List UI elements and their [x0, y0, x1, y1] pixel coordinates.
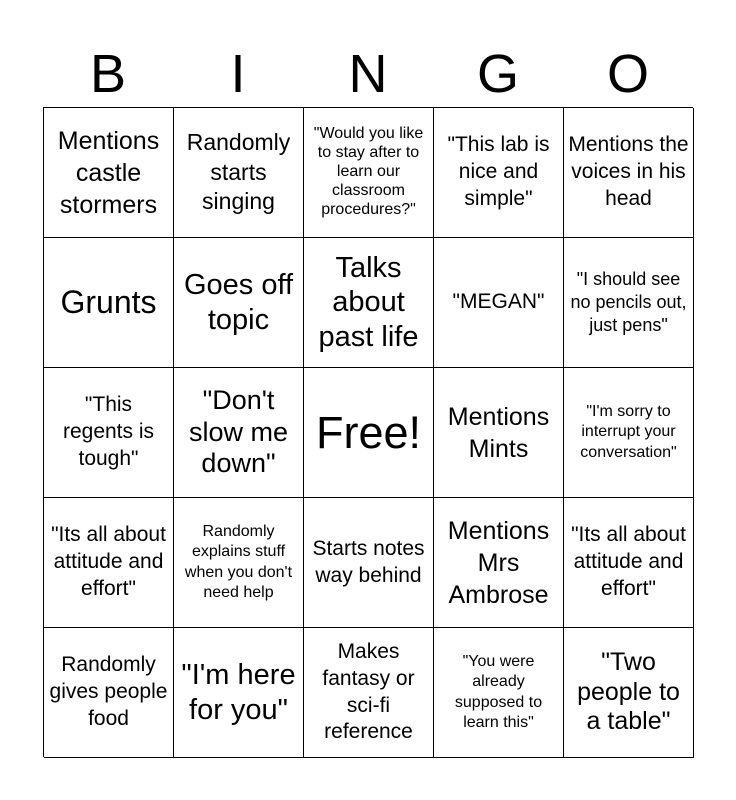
- cell-text: Mentions the voices in his head: [568, 133, 689, 210]
- cell-text: "This regents is tough": [62, 393, 155, 470]
- bingo-board: [43, 107, 693, 757]
- bingo-cell-r3-c5[interactable]: [564, 368, 694, 498]
- cell-text: Grunts: [60, 283, 157, 320]
- bingo-cell-r4-c1[interactable]: [44, 498, 174, 628]
- bingo-cell-r5-c1[interactable]: [44, 628, 174, 758]
- bingo-cell-r5-c4[interactable]: [434, 628, 564, 758]
- header-letter-i: I: [230, 44, 246, 104]
- bingo-cell-r2-c3[interactable]: [304, 238, 434, 368]
- header-letter-o: O: [606, 44, 649, 104]
- cell-text: Mentions castle stormers: [57, 126, 160, 219]
- cell-text: Mentions Mrs Ambrose: [447, 516, 550, 609]
- cell-text: "Don't slow me down": [188, 384, 289, 479]
- bingo-cell-r3-c2[interactable]: [174, 368, 304, 498]
- bingo-cell-r1-c1[interactable]: [44, 108, 174, 238]
- cell-text: "MEGAN": [452, 290, 545, 314]
- bingo-cell-r3-c4[interactable]: [434, 368, 564, 498]
- bingo-cell-r2-c5[interactable]: [564, 238, 694, 368]
- bingo-header: [43, 44, 693, 104]
- bingo-cell-r5-c2[interactable]: [174, 628, 304, 758]
- bingo-cell-free[interactable]: [304, 368, 434, 498]
- cell-text: "I'm sorry to interrupt your conversation": [580, 402, 677, 461]
- header-letter-b: B: [89, 44, 127, 104]
- cell-text: Makes fantasy or sci-fi reference: [322, 639, 415, 744]
- header-letter-n: N: [348, 44, 388, 104]
- bingo-cell-r4-c5[interactable]: [564, 498, 694, 628]
- cell-text: Talks about past life: [318, 252, 419, 353]
- free-space-text: Free!: [315, 406, 422, 458]
- cell-text: "I should see no pencils out, just pens": [570, 268, 687, 336]
- bingo-cell-r4-c4[interactable]: [434, 498, 564, 628]
- bingo-cell-r2-c4[interactable]: [434, 238, 564, 368]
- bingo-cell-r1-c5[interactable]: [564, 108, 694, 238]
- cell-text: Goes off topic: [183, 269, 294, 336]
- bingo-cell-r1-c3[interactable]: [304, 108, 434, 238]
- bingo-cell-r4-c3[interactable]: [304, 498, 434, 628]
- cell-text: Randomly gives people food: [49, 653, 168, 730]
- cell-text: "Two people to a table": [577, 648, 680, 736]
- cell-text: Mentions Mints: [447, 402, 550, 463]
- cell-text: "I'm here for you": [181, 659, 296, 726]
- bingo-cell-r1-c4[interactable]: [434, 108, 564, 238]
- bingo-cell-r2-c1[interactable]: [44, 238, 174, 368]
- cell-text: Randomly explains stuff when you don't need help: [184, 522, 293, 601]
- cell-text: Randomly starts singing: [186, 129, 291, 215]
- bingo-cell-r5-c3[interactable]: [304, 628, 434, 758]
- bingo-cell-r4-c2[interactable]: [174, 498, 304, 628]
- cell-text: "You were already supposed to learn this": [454, 652, 543, 731]
- bingo-cell-r1-c2[interactable]: [174, 108, 304, 238]
- bingo-cell-r3-c1[interactable]: [44, 368, 174, 498]
- bingo-cell-r5-c5[interactable]: [564, 628, 694, 758]
- header-letter-g: G: [476, 44, 519, 104]
- bingo-cell-r2-c2[interactable]: [174, 238, 304, 368]
- cell-text: "This lab is nice and simple": [447, 133, 550, 210]
- cell-text: "Its all about attitude and effort": [571, 523, 686, 600]
- cell-text: "Its all about attitude and effort": [51, 523, 166, 600]
- cell-text: "Would you like to stay after to learn our classroom procedures?": [313, 125, 424, 218]
- cell-text: Starts notes way behind: [312, 536, 425, 587]
